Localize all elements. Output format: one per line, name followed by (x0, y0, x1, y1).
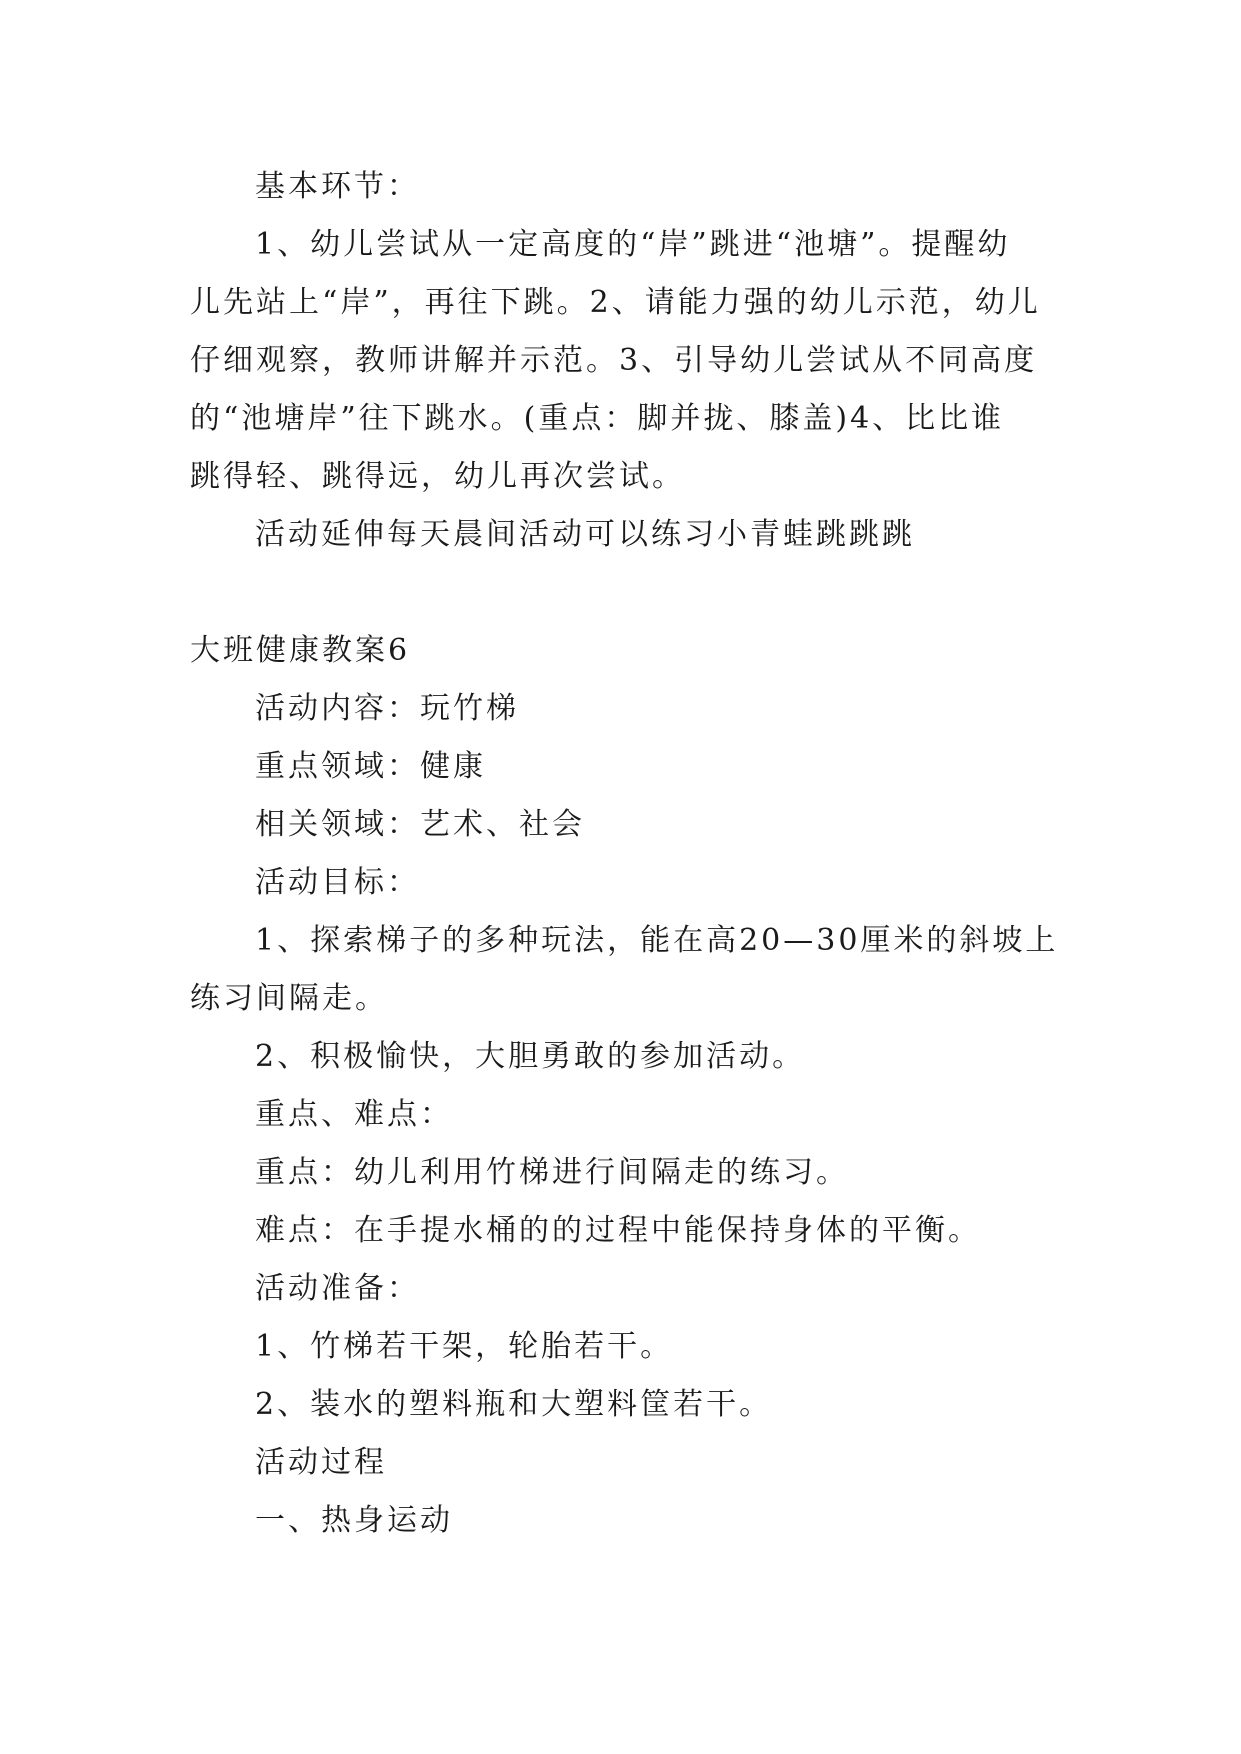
paragraph-line: 儿先站上“岸”，再往下跳。2、请能力强的幼儿示范，幼儿 (190, 285, 1041, 320)
section-heading: 大班健康教案6 (190, 633, 411, 668)
section-label: 活动准备： (255, 1271, 420, 1306)
section-label: 重点、难点： (255, 1097, 453, 1132)
paragraph-line: 活动内容：玩竹梯 (255, 691, 519, 726)
paragraph-line: 重点：幼儿利用竹梯进行间隔走的练习。 (255, 1155, 849, 1190)
paragraph-line: 活动延伸每天晨间活动可以练习小青蛙跳跳跳 (255, 517, 915, 552)
paragraph-line: 练习间隔走。 (190, 981, 388, 1016)
paragraph-line: 1、竹梯若干架，轮胎若干。 (255, 1329, 674, 1364)
paragraph-line: 难点：在手提水桶的的过程中能保持身体的平衡。 (255, 1213, 981, 1248)
paragraph-line: 仔细观察，教师讲解并示范。3、引导幼儿尝试从不同高度 (190, 343, 1038, 378)
paragraph-line: 2、装水的塑料瓶和大塑料筐若干。 (255, 1387, 773, 1422)
section-label: 活动过程 (255, 1445, 387, 1480)
paragraph-line: 2、积极愉快，大胆勇敢的参加活动。 (255, 1039, 806, 1074)
paragraph-line: 1、探索梯子的多种玩法，能在高20—30厘米的斜坡上 (255, 923, 1059, 958)
paragraph-line: 跳得轻、跳得远，幼儿再次尝试。 (190, 459, 685, 494)
paragraph-line: 重点领域：健康 (255, 749, 486, 784)
paragraph-line: 相关领域：艺术、社会 (255, 807, 585, 842)
section-label: 活动目标： (255, 865, 420, 900)
paragraph-line: 的“池塘岸”往下跳水。(重点：脚并拢、膝盖)4、比比谁 (190, 401, 1005, 436)
paragraph-line: 一、热身运动 (255, 1503, 453, 1538)
paragraph-line: 1、幼儿尝试从一定高度的“岸”跳进“池塘”。提醒幼 (255, 227, 1011, 262)
section-label: 基本环节： (255, 169, 420, 204)
